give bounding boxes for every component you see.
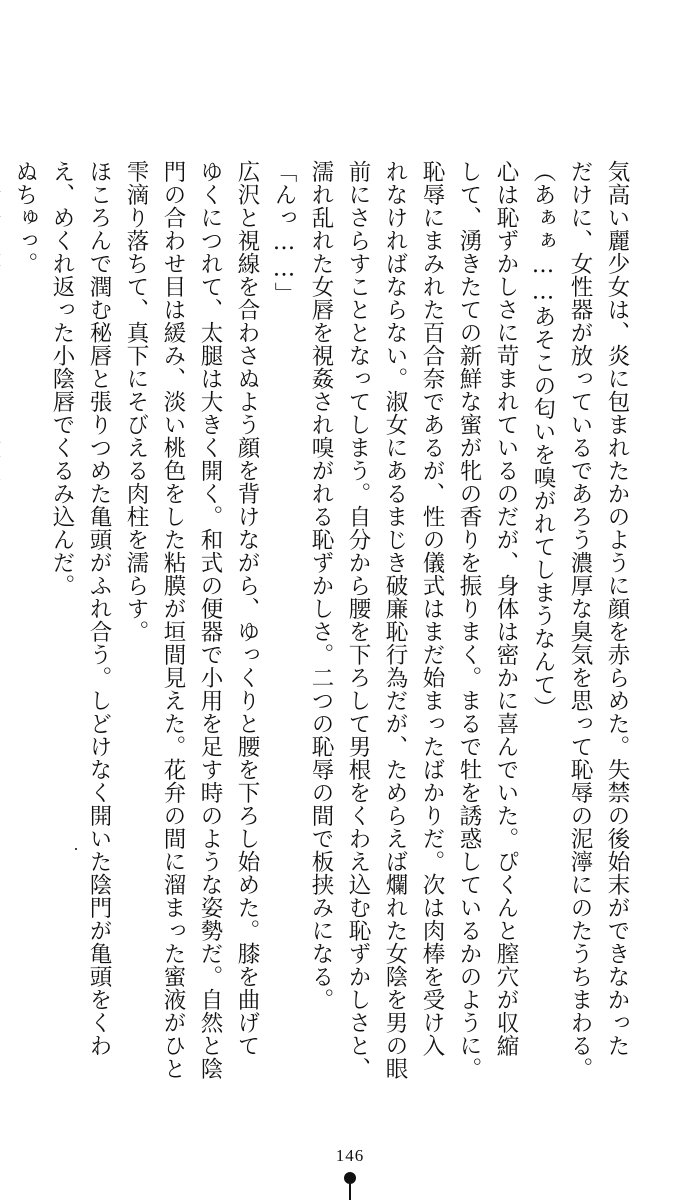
text-line: 恥辱にまみれた百合奈であるが、性の儀式はまだ始まったばかりだ。次は肉棒を受け入: [419, 160, 445, 1057]
text-line: 「んっ……」: [271, 160, 297, 305]
text-line: 濡れ乱れた女唇を視姦され嗅がれる恥ずかしさ。二つの恥辱の間で板挟みになる。: [308, 160, 334, 1011]
text-line: して、湧きたての新鮮な蜜が牝の香りを振りまく。まるで牡を誘惑しているかのように。: [456, 160, 482, 1080]
text-line: だけに、女性器が放っているであろう濃厚な臭気を思って恥辱の泥濘にのたうちまわる。: [567, 160, 593, 1080]
text-line: 広沢と視線を合わさぬよう顔を背けながら、ゆっくりと腰を下ろし始めた。膝を曲げて: [234, 160, 260, 1057]
text-line: え、めくれ返った小陰唇でくるみ込んだ。: [49, 160, 75, 597]
page-marker-line: [349, 1184, 351, 1200]
page-marker-dot: [344, 1172, 356, 1184]
text-line: ぬちゅっ。: [12, 160, 38, 275]
text-line: ゆくにつれて、太腿は大きく開く。和式の便器で小用を足す時のような姿勢だ。自然と陰: [197, 160, 223, 1080]
text-line: 門の合わせ目は緩み、淡い桃色をした粘膜が垣間見えた。花弁の間に溜まった蜜液がひと: [160, 160, 186, 1080]
text-line: 気高い麗少女は、炎に包まれたかのように顔を赤らめた。失禁の後始末ができなかった: [604, 160, 630, 1057]
body-text: [12, 160, 635, 1080]
text-line: 心は恥ずかしさに苛まれているのだが、身体は密かに喜んでいた。ぴくんと膣穴が収縮: [493, 160, 519, 1057]
text-line: 雫滴り落ちて、真下にそびえる肉柱を濡らす。: [123, 160, 149, 643]
text-line: 前にさらすこととなってしまう。自分から腰を下ろして男根をくわえ込む恥ずかしさと、: [345, 160, 371, 1080]
text-line: れなければならない。淑女にあるまじき破廉恥行為だが、ためらえば爛れた女陰を男の眼: [382, 160, 408, 1080]
stray-dot: [75, 848, 77, 850]
page-number: 146: [335, 1146, 365, 1165]
text-line: （あぁぁ……あそこの匂いを嗅がれてしまうなんて）: [530, 160, 556, 719]
text-line: ほころんで潤む秘唇と張りつめた亀頭がふれ合う。しどけなく開いた陰門が亀頭をくわ: [86, 160, 112, 1057]
text-line: [0, 160, 6, 1070]
